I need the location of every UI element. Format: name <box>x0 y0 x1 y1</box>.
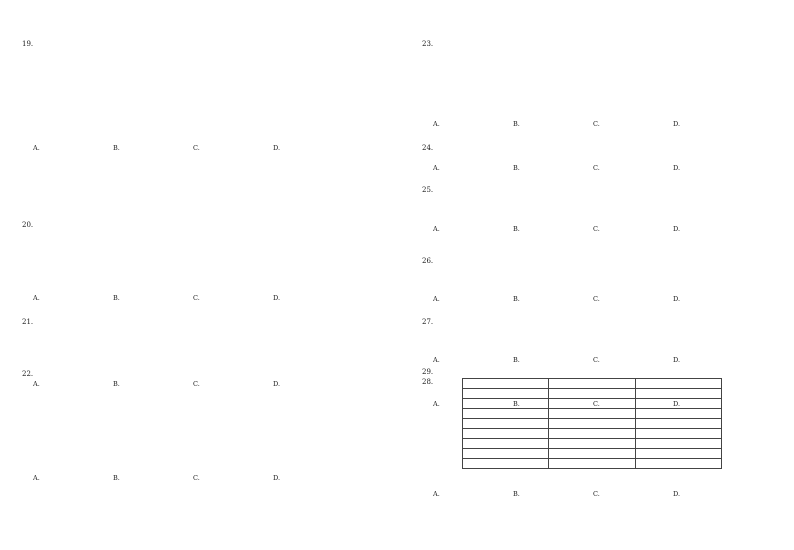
option: B. <box>113 144 120 152</box>
option: D. <box>673 356 681 364</box>
table-cell <box>463 419 549 429</box>
option: C. <box>193 294 200 302</box>
option: C. <box>593 164 600 172</box>
table-cell <box>549 439 635 449</box>
table-cell <box>463 429 549 439</box>
option: A. <box>33 144 40 152</box>
question-number: 23. <box>422 40 434 48</box>
option: A. <box>433 356 440 364</box>
table-cell <box>549 419 635 429</box>
question-number: 26. <box>422 257 434 265</box>
table-row <box>463 409 722 419</box>
table-body <box>463 389 722 469</box>
table-header-cell <box>549 379 635 389</box>
option: B. <box>513 225 520 233</box>
table-cell <box>463 459 549 469</box>
option: A. <box>33 474 40 482</box>
option: C. <box>593 120 600 128</box>
table-cell <box>549 399 635 409</box>
option: A. <box>433 225 440 233</box>
table-row <box>463 439 722 449</box>
option: B. <box>113 380 120 388</box>
option: A. <box>433 164 440 172</box>
table-cell <box>635 449 721 459</box>
table-cell <box>463 439 549 449</box>
table-row <box>463 419 722 429</box>
table-cell <box>549 459 635 469</box>
table-cell <box>635 409 721 419</box>
question-number: 27. <box>422 318 434 326</box>
option: B. <box>513 164 520 172</box>
table-cell <box>635 419 721 429</box>
question-number: 25. <box>422 186 434 194</box>
table-cell <box>549 449 635 459</box>
question-number: 19. <box>22 40 34 48</box>
option: D. <box>673 490 681 498</box>
table-cell <box>463 409 549 419</box>
table-cell <box>635 459 721 469</box>
data-table <box>462 378 722 469</box>
option: D. <box>673 225 681 233</box>
table-cell <box>549 429 635 439</box>
question-number: 24. <box>422 144 434 152</box>
left-page <box>22 40 372 522</box>
option: C. <box>193 380 200 388</box>
option: B. <box>513 490 520 498</box>
option: D. <box>673 400 681 408</box>
option: D. <box>673 164 681 172</box>
option: B. <box>513 400 520 408</box>
option: D. <box>673 120 681 128</box>
table-cell <box>463 389 549 399</box>
question-number: 29. <box>422 368 434 376</box>
question-number: 20. <box>22 221 34 229</box>
option: A. <box>33 380 40 388</box>
option: D. <box>273 474 281 482</box>
question-number: 28. <box>422 378 434 386</box>
table-row <box>463 389 722 399</box>
table-cell <box>635 389 721 399</box>
option: B. <box>513 120 520 128</box>
option: C. <box>593 400 600 408</box>
table-cell <box>635 399 721 409</box>
right-page <box>422 40 772 522</box>
option: A. <box>433 295 440 303</box>
option: A. <box>433 120 440 128</box>
option: D. <box>673 295 681 303</box>
option: B. <box>113 294 120 302</box>
table-cell <box>635 429 721 439</box>
table-cell <box>549 389 635 399</box>
table-row <box>463 449 722 459</box>
option: D. <box>273 294 281 302</box>
question-number: 21. <box>22 318 34 326</box>
option: D. <box>273 144 281 152</box>
option: C. <box>193 144 200 152</box>
table-row <box>463 399 722 409</box>
table-cell <box>463 449 549 459</box>
table-header-cell <box>635 379 721 389</box>
question-number: 22. <box>22 370 34 378</box>
table-cell <box>463 399 549 409</box>
option: D. <box>273 380 281 388</box>
option: C. <box>193 474 200 482</box>
option: B. <box>113 474 120 482</box>
option: C. <box>593 295 600 303</box>
option: B. <box>513 356 520 364</box>
option: A. <box>433 490 440 498</box>
option: A. <box>33 294 40 302</box>
option: C. <box>593 490 600 498</box>
table-row <box>463 429 722 439</box>
option: A. <box>433 400 440 408</box>
table-cell <box>635 439 721 449</box>
table-row <box>463 459 722 469</box>
table-header-cell <box>463 379 549 389</box>
option: C. <box>593 356 600 364</box>
table-header-row <box>463 379 722 389</box>
table-cell <box>549 409 635 419</box>
option: C. <box>593 225 600 233</box>
option: B. <box>513 295 520 303</box>
